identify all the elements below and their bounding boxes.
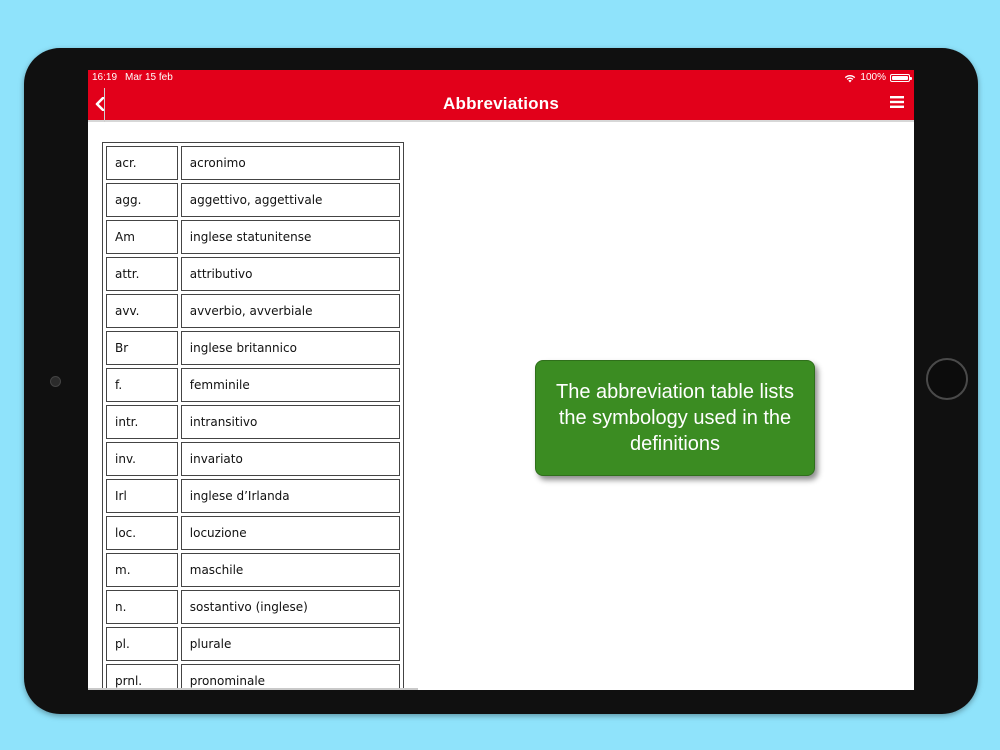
content-area: [88, 122, 914, 690]
navigation-bar: [88, 86, 914, 122]
definition-cell: sostantivo (inglese): [181, 590, 400, 624]
abbreviation-cell: Br: [106, 331, 178, 365]
definition-cell: inglese statunitense: [181, 220, 400, 254]
status-indicators: [844, 70, 910, 86]
definition-cell: invariato: [181, 442, 400, 476]
home-button[interactable]: [926, 358, 968, 400]
table-row: [106, 294, 400, 328]
table-row: [106, 479, 400, 513]
definition-cell: aggettivo, aggettivale: [181, 183, 400, 217]
abbreviations-table-body: [106, 146, 400, 690]
abbreviation-cell: attr.: [106, 257, 178, 291]
callout-text: The abbreviation table lists the symbology used in the definitions: [556, 381, 794, 455]
abbreviation-cell: avv.: [106, 294, 178, 328]
battery-level-fill: [892, 76, 908, 80]
definition-cell: attributivo: [181, 257, 400, 291]
app-screen: [88, 70, 914, 690]
definition-cell: avverbio, avverbiale: [181, 294, 400, 328]
status-time: 16:19: [92, 72, 118, 83]
table-row: [106, 183, 400, 217]
table-row: [106, 146, 400, 180]
abbreviation-cell: m.: [106, 553, 178, 587]
abbreviation-cell: prnl.: [106, 664, 178, 690]
definition-cell: inglese d’Irlanda: [181, 479, 400, 513]
battery-percent: 100%: [860, 72, 886, 83]
info-callout: [535, 360, 815, 476]
bottom-divider: [88, 688, 418, 690]
abbreviation-cell: intr.: [106, 405, 178, 439]
abbreviation-cell: loc.: [106, 516, 178, 550]
definition-cell: acronimo: [181, 146, 400, 180]
table-row: [106, 257, 400, 291]
abbreviation-cell: Irl: [106, 479, 178, 513]
table-row: [106, 405, 400, 439]
definition-cell: intransitivo: [181, 405, 400, 439]
abbreviation-cell: acr.: [106, 146, 178, 180]
table-row: [106, 442, 400, 476]
table-row: [106, 516, 400, 550]
abbreviation-cell: pl.: [106, 627, 178, 661]
abbreviation-cell: agg.: [106, 183, 178, 217]
table-row: [106, 664, 400, 690]
table-row: [106, 590, 400, 624]
table-row: [106, 627, 400, 661]
abbreviation-cell: f.: [106, 368, 178, 402]
table-row: [106, 220, 400, 254]
hamburger-menu-icon[interactable]: [890, 95, 904, 109]
definition-cell: locuzione: [181, 516, 400, 550]
definition-cell: pronominale: [181, 664, 400, 690]
page-title: Abbreviations: [443, 94, 559, 113]
table-row: [106, 331, 400, 365]
wifi-icon: [844, 74, 856, 83]
status-date: Mar 15 feb: [125, 72, 173, 83]
table-row: [106, 553, 400, 587]
status-bar: [88, 70, 914, 86]
abbreviation-cell: n.: [106, 590, 178, 624]
back-divider: [104, 88, 105, 122]
table-row: [106, 368, 400, 402]
definition-cell: inglese britannico: [181, 331, 400, 365]
definition-cell: femminile: [181, 368, 400, 402]
abbreviation-cell: inv.: [106, 442, 178, 476]
definition-cell: maschile: [181, 553, 400, 587]
abbreviation-cell: Am: [106, 220, 178, 254]
abbreviations-table: [102, 142, 404, 690]
definition-cell: plurale: [181, 627, 400, 661]
battery-icon: [890, 74, 910, 82]
front-camera: [50, 376, 61, 387]
